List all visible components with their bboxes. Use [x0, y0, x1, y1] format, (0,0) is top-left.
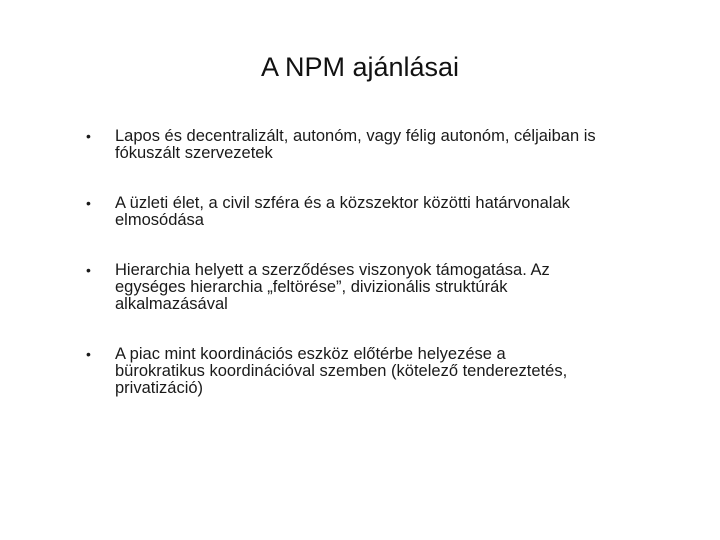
bullet-item — [86, 128, 666, 162]
bullet-text: Lapos és decentralizált, autonóm, vagy félig autonóm, céljaiban is fókuszált szervezetek — [115, 127, 596, 162]
bullet-dot-icon: • — [86, 128, 91, 144]
bullet-dot-icon: • — [86, 262, 91, 278]
bullet-dot-icon: • — [86, 346, 91, 362]
bullet-list — [86, 128, 666, 430]
bullet-text: A üzleti élet, a civil szféra és a közszektor közötti határvonalak elmosódása — [115, 194, 570, 229]
slide-title: A NPM ajánlásai — [260, 52, 460, 82]
bullet-text: A piac mint koordinációs eszköz előtérbe helyezése a bürokratikus koordinációval szemben (kötelező tendereztetés, privatizáció) — [115, 345, 568, 397]
bullet-text: Hierarchia helyett a szerződéses viszonyok támogatása. Az egységes hierarchia „feltörése”, divizionális struktúrák alkalmazásával — [115, 261, 550, 313]
bullet-item — [86, 195, 666, 229]
bullet-item — [86, 346, 666, 397]
bullet-dot-icon: • — [86, 195, 91, 211]
bullet-item — [86, 262, 666, 313]
